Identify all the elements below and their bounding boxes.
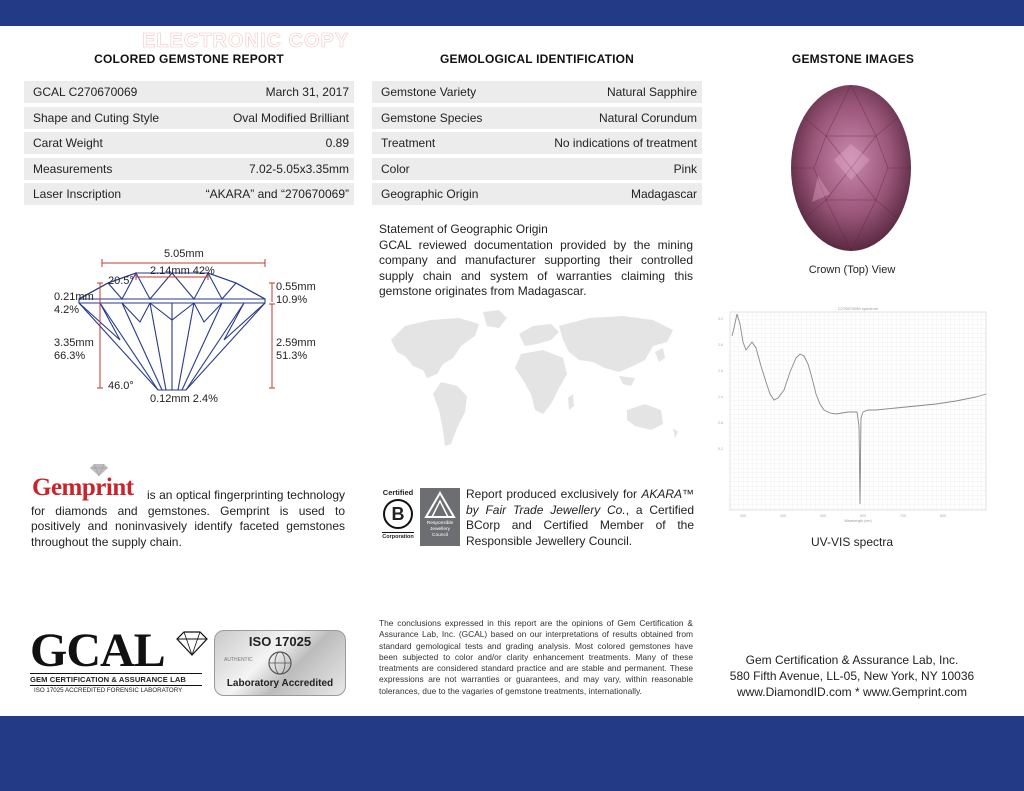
akara-line3: Certified BCorp and Certified Member of the Responsible Jewellery Council. (466, 502, 694, 548)
bottom-band (0, 716, 1024, 791)
identification-table (372, 81, 702, 209)
identification-row-label: Treatment (381, 136, 436, 150)
report-row-label: GCAL C270670069 (33, 85, 138, 99)
akara-statement (466, 487, 694, 549)
diagram-girdle-mm-label: 0.21mm (54, 291, 94, 303)
akara-brand: AKARA™ by Fair Trade Jewellery Co. (466, 487, 694, 517)
bcorp-b-icon: B (383, 499, 413, 529)
report-row-value: “AKARA” and “270670069” (205, 187, 349, 201)
gcal-diamond-icon (176, 630, 208, 656)
svg-text:700: 700 (900, 514, 906, 518)
origin-heading: Statement of Geographic Origin (379, 222, 548, 236)
diagram-crown-mm-label: 0.55mm (276, 281, 316, 293)
identification-section-title: GEMOLOGICAL IDENTIFICATION (439, 52, 635, 66)
bcorp-certified-label: Certified (382, 488, 414, 497)
gcal-wordmark: GCAL (30, 624, 165, 677)
identification-row-label: Gemstone Species (381, 110, 483, 125)
report-row-label: Carat Weight (33, 136, 103, 150)
report-row-value: 7.02-5.05x3.35mm (248, 161, 349, 176)
report-row-label: Shape and Cuting Style (33, 110, 160, 125)
report-row (24, 107, 354, 129)
svg-text:800: 800 (940, 514, 946, 518)
bcorp-corporation-label: Corporation (382, 534, 414, 540)
disclaimer-text: The conclusions expressed in this report are the opinions of Gem Certification & Assurance Lab, Inc. (GCAL) based on our interpretations of results obtained from standard gemological tests and grading analysis. Most colored gemstones have been subjected to color and/or clarity enhancement treatments. Many of these treatments are considered standard practice and are stable and permanent. These expressions are not warranties or guarantees, and may vary, within reasonable tolerances, due to the vagaries of gemstone treatments, internationally. (379, 618, 693, 696)
origin-text: GCAL reviewed documentation provided by the mining company and manufacturer supporting their controlled supply chain and system of warranties claiming this gemstone originates from Madagascar. (379, 237, 693, 299)
lab-name: Gem Certification & Assurance Lab, Inc. (745, 653, 959, 667)
svg-text:600: 600 (860, 514, 866, 518)
iso-authentic-label: AUTHENTIC (224, 657, 253, 663)
report-section-title: COLORED GEMSTONE REPORT (94, 52, 284, 66)
svg-text:300: 300 (740, 514, 746, 518)
report-row-label: Measurements (33, 161, 113, 176)
spectra-caption: UV-VIS spectra (810, 535, 894, 549)
contact-block (720, 652, 984, 700)
identification-row (372, 183, 702, 205)
iso-badge-title: ISO 17025 (248, 634, 312, 649)
diagram-crown-angle-label: 20.5° (108, 275, 134, 287)
svg-text:0.8: 0.8 (718, 421, 723, 425)
images-section-title: GEMSTONE IMAGES (791, 52, 915, 66)
iso-globe-icon (266, 650, 294, 676)
origin-statement (379, 222, 693, 300)
iso-accreditation-badge (214, 630, 346, 696)
lab-websites[interactable]: www.DiamondID.com * www.Gemprint.com (736, 685, 968, 699)
gemprint-description: is an optical fingerprinting technology for diamonds and gemstones. Gemprint is used to positively and noninvasively identify faceted gemstones throughout the supply chain. (31, 488, 345, 549)
report-row (24, 158, 354, 180)
svg-text:2.6: 2.6 (718, 343, 723, 347)
identification-row-label: Color (381, 161, 410, 176)
identification-row (372, 132, 702, 154)
identification-row-value: No indications of treatment (554, 136, 697, 150)
diagram-culet-label: 0.12mm 2.4% (150, 393, 218, 405)
rjc-label-line2: Jewellery (430, 527, 450, 532)
world-map (383, 306, 683, 466)
akara-line1: Report produced exclusively for (466, 487, 637, 501)
spectra-title: C270670069 spectrum (837, 306, 879, 311)
svg-text:400: 400 (780, 514, 786, 518)
gcal-iso-line: ISO 17025 ACCREDITED FORENSIC LABORATORY (34, 687, 183, 694)
proportion-diagram (50, 240, 330, 410)
crown-view-caption: Crown (Top) View (808, 264, 896, 276)
svg-text:500: 500 (820, 514, 826, 518)
identification-row (372, 158, 702, 180)
rjc-label-line3: Council (432, 533, 448, 538)
lab-address: 580 Fifth Avenue, LL-05, New York, NY 10036 (729, 669, 975, 683)
report-row-value: Oval Modified Brilliant (232, 110, 349, 125)
identification-row (372, 107, 702, 129)
gemprint-wordmark: Gemprint (32, 474, 134, 501)
iso-badge-subtitle: Laboratory Accredited (226, 678, 334, 689)
report-row-value: 0.89 (325, 136, 349, 150)
rjc-mark-icon (424, 491, 456, 519)
svg-text:2.0: 2.0 (718, 369, 723, 373)
identification-row-value: Natural Corundum (598, 110, 697, 125)
report-row (24, 81, 354, 103)
gcal-logo (30, 624, 212, 700)
diagram-width-label: 5.05mm (164, 248, 204, 260)
electronic-copy-watermark: ELECTRONIC COPY (142, 30, 350, 52)
diagram-pavilion-mm-label: 2.59mm (276, 337, 316, 349)
diagram-depth-mm-label: 3.35mm (54, 337, 94, 349)
diagram-girdle-pct-label: 4.2% (54, 304, 80, 316)
akara-line2-end: , a (625, 502, 643, 517)
diagram-pavilion-angle-label: 46.0° (108, 380, 134, 392)
report-table (24, 81, 354, 209)
identification-row-label: Gemstone Variety (381, 85, 477, 99)
report-row-value: March 31, 2017 (265, 85, 349, 99)
identification-row-value: Madagascar (630, 187, 697, 201)
svg-text:3.2: 3.2 (718, 317, 723, 321)
diagram-table-label: 2.14mm 42% (150, 265, 215, 277)
diagram-pavilion-pct-label: 51.3% (276, 350, 308, 362)
bcorp-logo (378, 488, 418, 546)
report-row-label: Laser Inscription (33, 187, 122, 201)
gemstone-crown-image (790, 84, 912, 252)
top-band (0, 0, 1024, 26)
rjc-label-line1: Responsible (426, 521, 454, 526)
gcal-subtitle: GEM CERTIFICATION & ASSURANCE LAB (30, 675, 187, 684)
diagram-depth-pct-label: 66.3% (54, 350, 86, 362)
spectra-xlabel: Wavelength (nm) (844, 519, 872, 523)
diagram-crown-pct-label: 10.9% (276, 294, 308, 306)
identification-row (372, 81, 702, 103)
svg-text:1.4: 1.4 (718, 395, 723, 399)
identification-row-value: Pink (673, 161, 697, 176)
report-row (24, 183, 354, 205)
identification-row-label: Geographic Origin (381, 187, 479, 201)
identification-row-value: Natural Sapphire (606, 85, 697, 99)
rjc-logo (420, 488, 460, 546)
uv-vis-spectra-chart (716, 306, 990, 524)
svg-text:0.2: 0.2 (718, 447, 723, 451)
report-row (24, 132, 354, 154)
